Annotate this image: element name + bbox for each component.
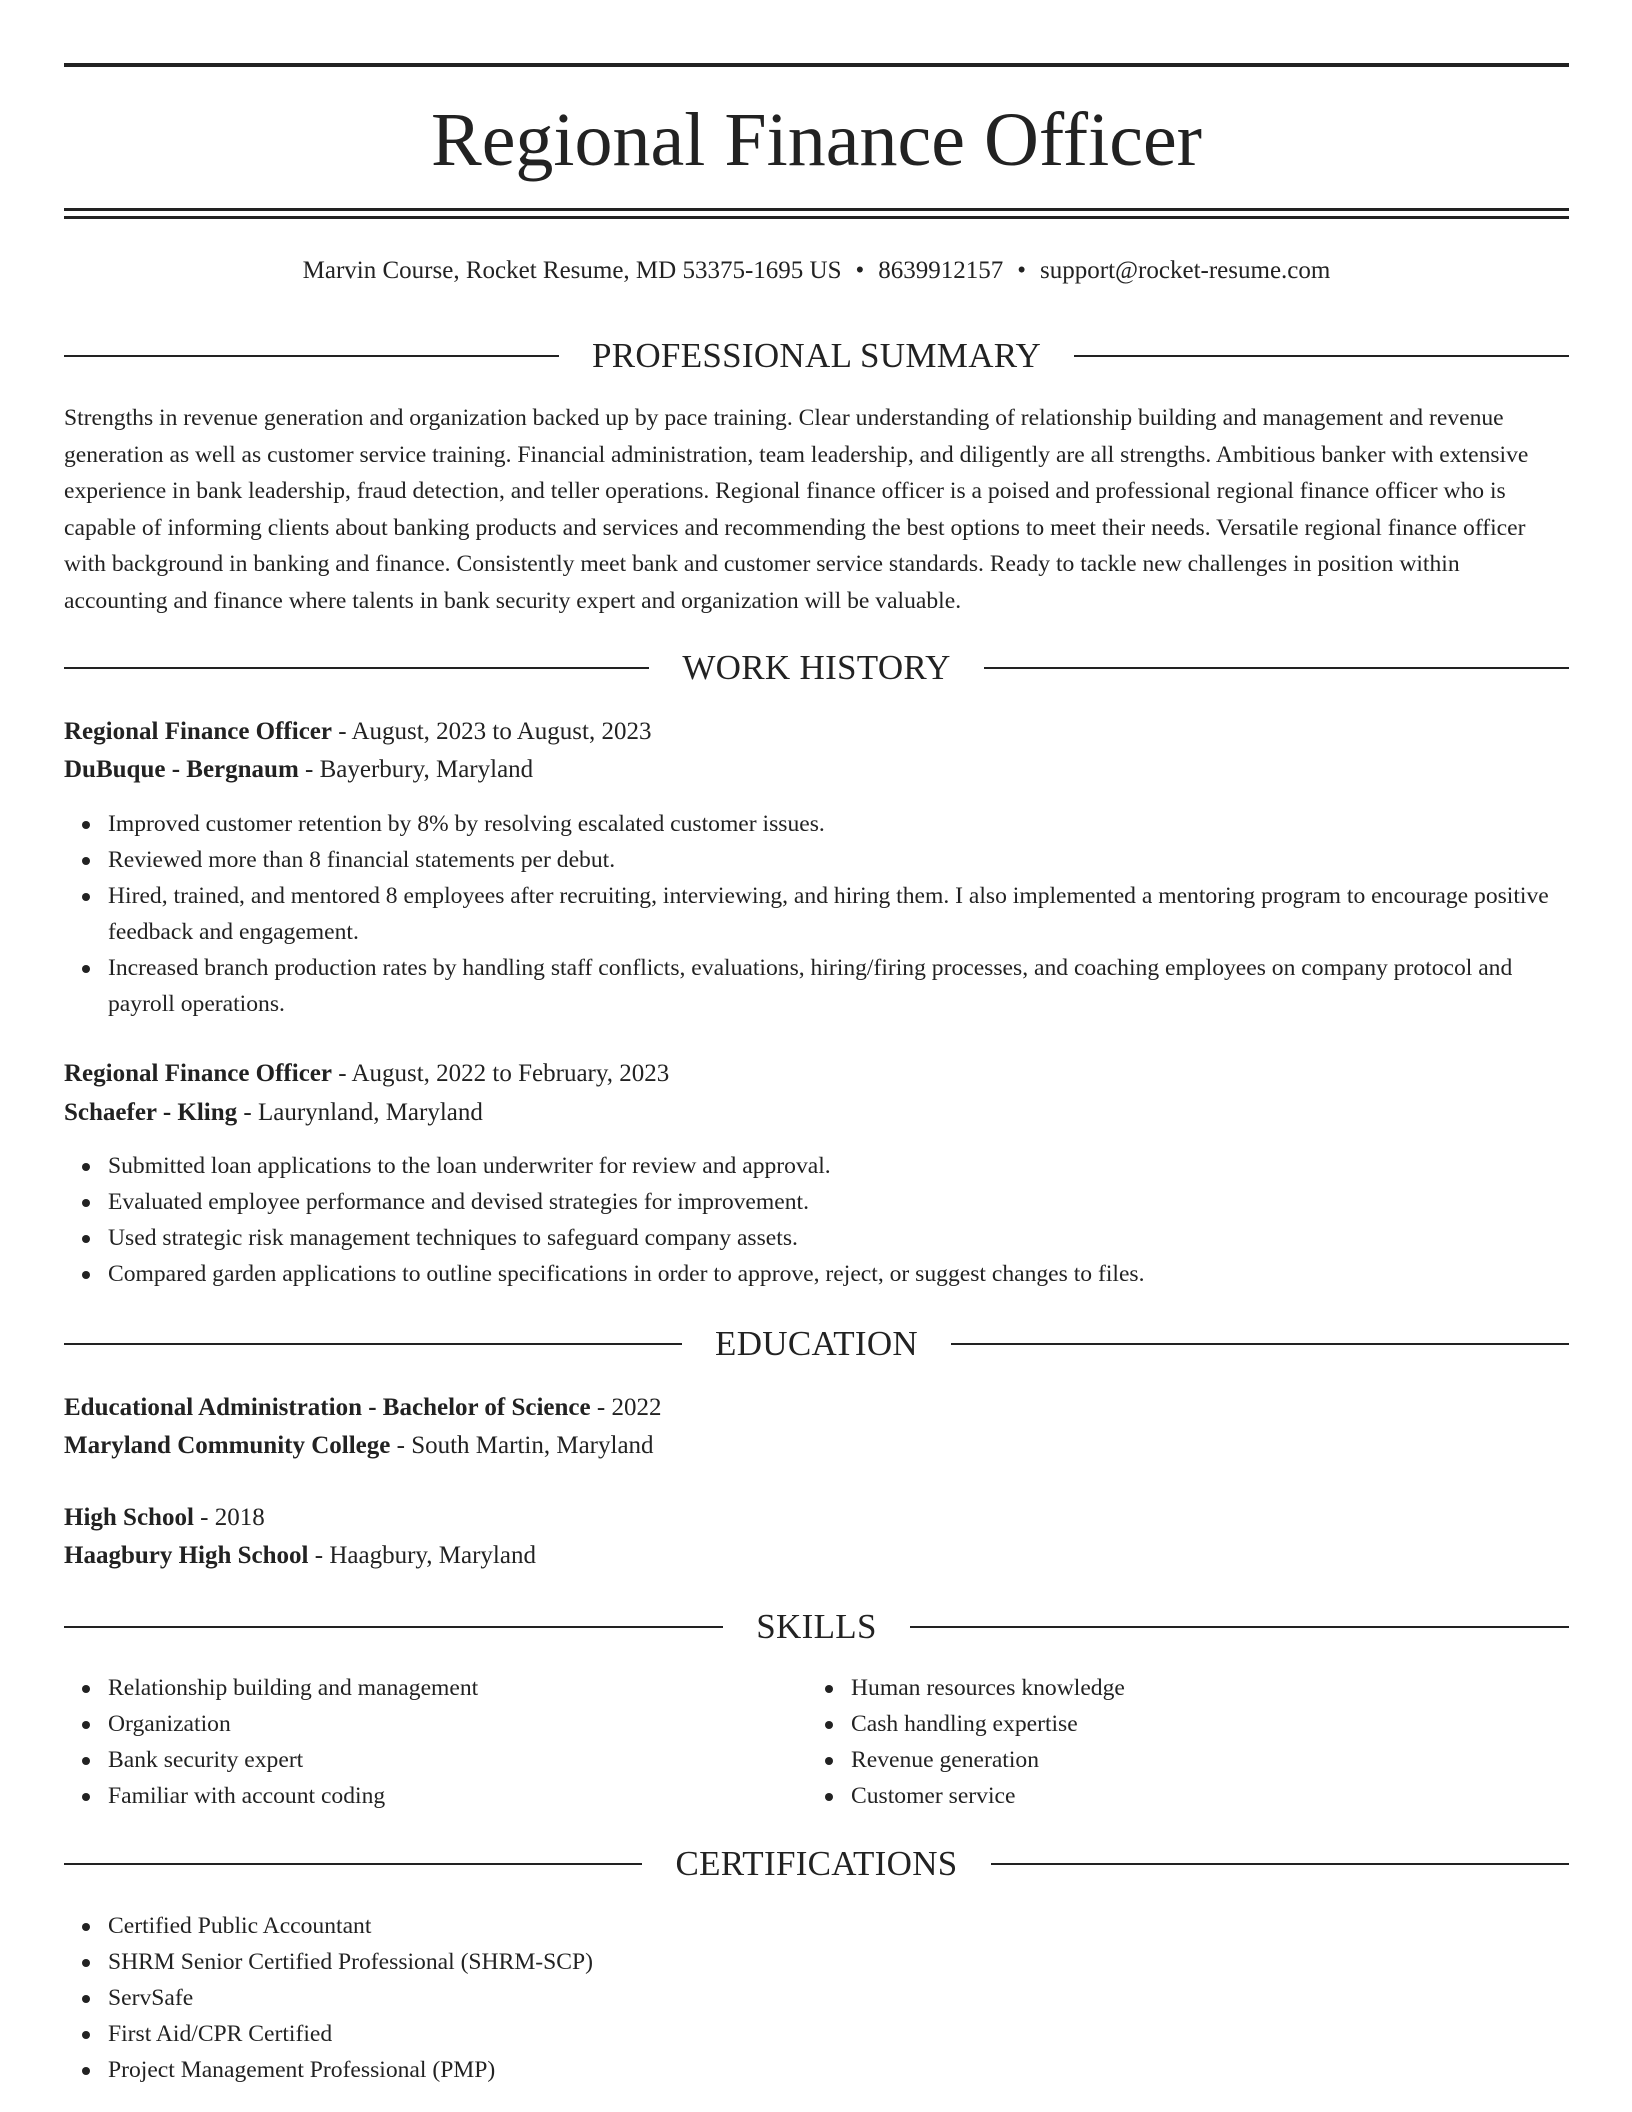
contact-line [64,254,1569,288]
contact-separator: • [855,257,865,284]
education-school: Haagbury High School [64,1542,309,1569]
heading-rule [984,667,1569,669]
list-item: Used strategic risk management techniques to safeguard company assets. [108,1220,1569,1256]
job-title: Regional Finance Officer [64,718,332,745]
job-company: Schaefer - Kling [64,1099,238,1126]
section-heading-education [64,1322,1569,1366]
education-school: Maryland Community College [64,1432,391,1459]
job-company: DuBuque - Bergnaum [64,756,299,783]
job-bullets [64,1148,1569,1292]
list-item: Improved customer retention by 8% by resolving escalated customer issues. [108,806,1569,842]
section-heading-summary [64,334,1569,378]
list-item: Human resources knowledge [851,1670,1632,1706]
list-item: Revenue generation [851,1742,1632,1778]
job-company-line [64,752,533,788]
job-bullets [64,806,1569,1022]
heading-rule [64,667,649,669]
job-company-line [64,1095,483,1131]
education-year: - 2022 [590,1394,662,1421]
job-location: - Laurynland, Maryland [237,1099,483,1126]
heading-rule [64,1343,682,1345]
list-item: Certified Public Accountant [108,1908,1569,1944]
education-year: - 2018 [193,1504,265,1531]
education-school-line [64,1538,536,1574]
list-item: First Aid/CPR Certified [108,2016,1569,2052]
heading-rule [951,1343,1569,1345]
heading-rule [64,355,559,357]
header-top-rule [64,63,1569,67]
header-rule-upper [64,208,1569,211]
section-title: WORK HISTORY [682,648,951,687]
skills-list-right [807,1670,1632,1814]
list-item: Bank security expert [108,1742,1569,1778]
education-degree-line [64,1390,661,1426]
list-item: Cash handling expertise [851,1706,1632,1742]
list-item: Project Management Professional (PMP) [108,2052,1569,2088]
job-location: - Bayerbury, Maryland [298,756,534,783]
job-title-line [64,1056,669,1092]
contact-phone: 8639912157 [878,257,1004,284]
section-title: EDUCATION [715,1324,918,1363]
contact-email: support@rocket-resume.com [1040,257,1331,284]
list-item: Organization [108,1706,1569,1742]
heading-rule [910,1626,1569,1628]
education-location: - South Martin, Maryland [390,1432,654,1459]
section-heading-certifications [64,1842,1569,1886]
section-title: SKILLS [756,1607,877,1646]
job-title-line [64,714,651,750]
list-item: Compared garden applications to outline specifications in order to approve, reject, or suggest changes to files. [108,1256,1569,1292]
contact-address: Marvin Course, Rocket Resume, MD 53375-1695 US [302,257,842,284]
list-item: Evaluated employee performance and devised strategies for improvement. [108,1184,1569,1220]
page-title: Regional Finance Officer [431,98,1202,182]
section-heading-skills [64,1605,1569,1649]
list-item: SHRM Senior Certified Professional (SHRM-SCP) [108,1944,1569,1980]
education-degree-line [64,1500,265,1536]
list-item: Familiar with account coding [108,1778,1569,1814]
heading-rule [991,1863,1569,1865]
heading-rule [1074,355,1569,357]
header-rule-lower [64,216,1569,219]
section-heading-work [64,646,1569,690]
job-dates: - August, 2022 to February, 2023 [332,1060,670,1087]
education-degree: Educational Administration - Bachelor of Science [64,1394,591,1421]
section-title: CERTIFICATIONS [675,1844,958,1883]
job-dates: - August, 2023 to August, 2023 [332,718,652,745]
job-title: Regional Finance Officer [64,1060,332,1087]
education-degree: High School [64,1504,194,1531]
contact-separator: • [1017,257,1027,284]
list-item: Relationship building and management [108,1670,1569,1706]
heading-rule [64,1626,723,1628]
list-item: ServSafe [108,1980,1569,2016]
list-item: Reviewed more than 8 financial statements per debut. [108,842,1569,878]
heading-rule [64,1863,642,1865]
summary-text: Strengths in revenue generation and organization backed up by pace training. Clear understanding of relationship building and management and revenue generation as well as customer service training. Financial administration, team leadership, and diligently are all strengths. Ambitious banker with extensive experience in bank leadership, fraud detection, and teller operations. Regional finance officer is a poised and professional regional finance officer who is capable of informing clients about banking products and services and recommending the best options to meet their needs. Versatile regional finance officer with background in banking and finance. Consistently meet bank and customer service standards. Ready to tackle new challenges in position within accounting and finance where talents in bank security expert and organization will be valuable. [64,405,1529,614]
list-item: Hired, trained, and mentored 8 employees after recruiting, interviewing, and hiring them. I also implemented a mentoring program to encourage positive feedback and engagement. [108,878,1569,950]
list-item: Increased branch production rates by handling staff conflicts, evaluations, hiring/firing processes, and coaching employees on company protocol and payroll operations. [108,950,1569,1022]
section-title: PROFESSIONAL SUMMARY [591,336,1042,375]
certifications-list [64,1908,1569,2088]
education-location: - Haagbury, Maryland [308,1542,536,1569]
list-item: Customer service [851,1778,1632,1814]
list-item: Submitted loan applications to the loan underwriter for review and approval. [108,1148,1569,1184]
education-school-line [64,1428,654,1464]
